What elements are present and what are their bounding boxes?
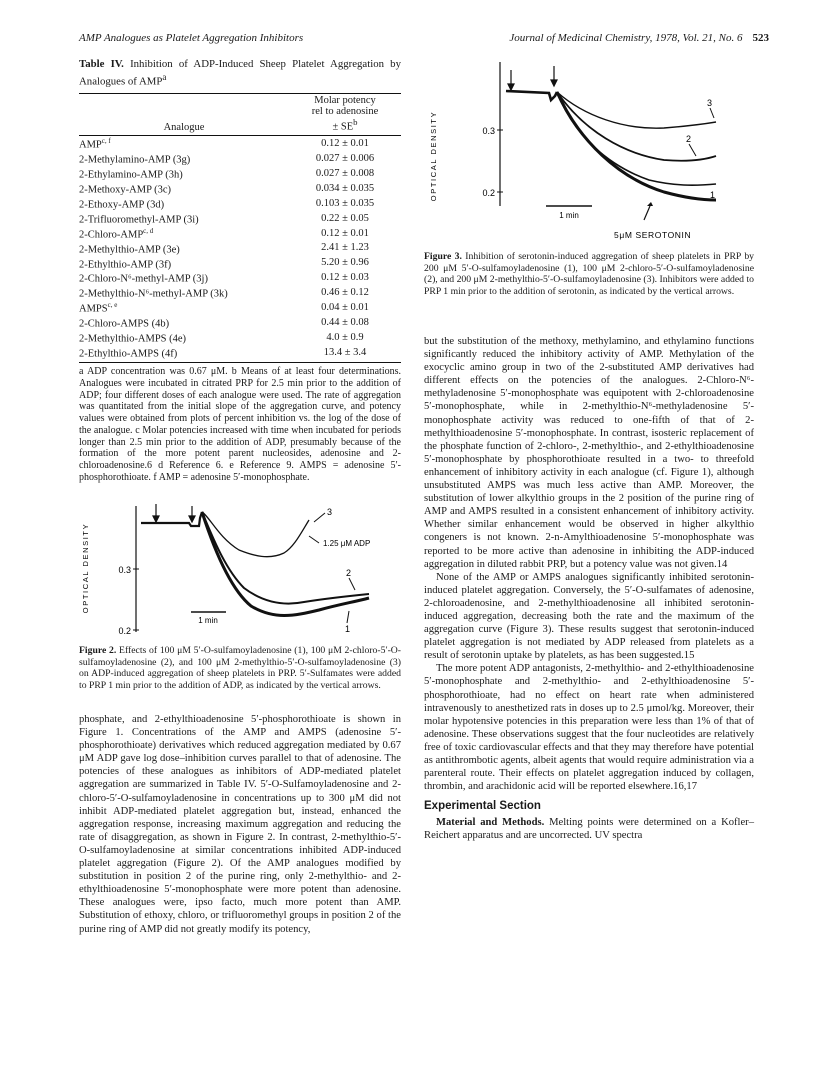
fig2-label-1-leader: [347, 611, 349, 623]
analogue-name: 2-Methylthio-AMP (3e): [79, 244, 180, 256]
fig3-scalebar-label: 1 min: [559, 211, 579, 220]
table-iv-header-potency: [289, 93, 401, 136]
table-iv-footnotes: a ADP concentration was 0.67 μM. b Means of at least four determinations. Analogues were incubated in citrated PRP for 2.5 min prior to the addition of ADP; four different doses of each analogue were used. The rate of aggregation was quantitated from the initial slope of the aggregation curve, and potency values were obtained from plots of percent inhibition vs. the log of the dose of the analogue. c Molar potencies increased with time when incubated for periods longer than 2.5 min prior to the addition of ADP, presumably because of the formation of the more potent parent nucleosides, adenosine and 2-chloroadenosine.6 d Reference 6. e Reference 9. AMPS = adenosine 5′-phosphorothioate. f AMP = adenosine 5′-monophosphate.: [79, 365, 401, 484]
potency-cell: 0.12 ± 0.01: [321, 227, 369, 239]
potency-header-footnote-mark: b: [353, 117, 358, 128]
fig2-annotation-adp: 1.25 μM ADP: [323, 539, 371, 548]
fig2-label-2: 2: [346, 568, 352, 578]
analogue-cell: [79, 151, 289, 166]
potency-cell: 0.12 ± 0.03: [321, 272, 369, 284]
fig3-curve-1-upper-trace: [557, 92, 716, 185]
table-row: [79, 166, 401, 181]
table-row: [79, 300, 401, 315]
table-row: [79, 226, 401, 241]
table-row: [79, 315, 401, 330]
potency-cell: 5.20 ± 0.96: [321, 257, 369, 269]
analogue-name: AMP: [79, 139, 102, 151]
right-paragraph-3: The more potent ADP antagonists, 2-methylthio- and 2-ethylthioadenosine 5′-monophosphate and 2-methylthio- and 2-ethylthioadenosine 5′-phosphorothioate, had no effect on heart rate when administered intravenously to anesthetized rats in doses up to 2.5 μmol/kg. Moreover, their molar hypotensive potencies in this preparation were less than 1% of that of adenosine. These observations suggest that the four nucleotides are relatively free of toxic cardiovascular effects and that they may therefore have potential as antithrombotic agents, albeit agents that would require administration via a parenteral route. Their effects on platelet aggregation induced by collagen, thrombin, and arachidonic acid will be reported elsewhere.16,17: [424, 663, 754, 793]
fig2-down-arrow-1: [153, 504, 159, 522]
table-row: [79, 181, 401, 196]
table-iv: [79, 93, 401, 360]
fig2-annotation-leader: [309, 536, 319, 543]
analogue-cell: [79, 315, 289, 330]
table-row: [79, 211, 401, 226]
fig3-ytick-02: 0.2: [482, 188, 495, 198]
potency-header-se: ± SE: [332, 121, 354, 133]
potency-cell: 0.46 ± 0.12: [321, 287, 369, 299]
fig2-scalebar-label: 1 min: [198, 616, 218, 625]
analogue-cell: [79, 300, 289, 315]
figure-2-caption-label: Figure 2.: [79, 645, 117, 656]
table-row: [79, 136, 401, 151]
table-iv-title-footnote-mark: a: [162, 72, 167, 82]
potency-cell: 0.103 ± 0.035: [315, 197, 375, 209]
fig3-down-arrow-2: [551, 66, 557, 86]
fig2-ytick-03: 0.3: [118, 565, 131, 575]
analogue-name: 2-Ethylthio-AMP (3f): [79, 259, 172, 271]
potency-header-line3: [289, 117, 401, 133]
analogue-cell: [79, 196, 289, 211]
fig2-label-3-leader: [314, 513, 325, 522]
fig3-serotonin-arrowhead: [647, 202, 653, 206]
table-row: [79, 151, 401, 166]
table-row: [79, 345, 401, 360]
analogue-cell: [79, 330, 289, 345]
table-iv-label: Table IV.: [79, 58, 124, 70]
analogue-cell: [79, 270, 289, 285]
fig3-annotation-serotonin: 5μM SEROTONIN: [614, 230, 692, 240]
potency-cell: 0.027 ± 0.006: [315, 152, 375, 164]
potency-header-line2: rel to adenosine: [311, 106, 379, 117]
right-paragraph-1: but the substitution of the methoxy, methylamino, and ethylamino functions significantly reduced the inhibitory activity of AMP. Methylation of the exocyclic amino group in two of the 2-substituted AMP derivatives had different effects on the potencies of the analogues. 2-Chloro-N⁶-methyladenosine 5′-monophosphate was equipotent with 2-chloroadenosine 5′-monophosphate, while in 2-methylthio-N⁶-methyladenosine 5′-monophosphate activity was reduced to one-fifth of that of 2-methylthioadenosine 5′-monophosphate. In contrast, isosteric replacement of the phosphate function of 2-chloro-, 2-methylthio-, and 2-ethylthioadenosine 5′-monophosphate by phosphorothioate resulted in a two- to threefold enhancement of inhibitory activity in each analogue (cf. Figure 1), although unsubstituted AMPS was much less active than AMP. Moreover, the substitution of lower alkylthio groups in the 2 position of the purine ring of AMP and AMPS resulted in a consistent enhancement of inhibitory activity. Whether similar enhancement would be observed in higher alkylthio congeners is not known. 2-n-Amylthioadenosine 5′-monophosphate was reported to be more active than adenosine in inhibiting the ADP-induced aggregation in diluted rabbit PRP, but a potency value was not given.14: [424, 336, 754, 570]
fig3-ylabel: OPTICAL DENSITY: [429, 110, 438, 202]
analogue-cell: [79, 285, 289, 300]
table-row: [79, 270, 401, 285]
analogue-name: AMPS: [79, 303, 108, 315]
table-row: [79, 285, 401, 300]
analogue-name: 2-Ethoxy-AMP (3d): [79, 199, 165, 211]
left-paragraph: phosphate, and 2-ethylthioadenosine 5′-phosphorothioate is shown in Figure 1. Concentrations of the AMP and AMPS (adenosine 5′-phosphorothioate) derivatives which reduced aggregation mediated by 0.67 μM ADP gave log dose–inhibition curves parallel to that of adenosine. The potencies of these analogues as inhibitors of ADP-mediated platelet aggregation are summarized in Table IV. 5′-O-Sulfamoyladenosine and 2-chloro-5′-O-sulfamoyladenosine in concentrations up to 300 μM did not inhibit ADP-mediated platelet aggregation but, instead, enhanced the aggregation response, increasing maximum aggregation and reducing the rate of disaggregation, as shown in Figure 2. In contrast, 2-methylthio-5′-O-sulfamoyladenosine at similar concentrations inhibited ADP-induced platelet aggregation (Figure 2). Of the AMP analogues modified by substitution in position 2 of the purine ring, only 2-methylthio- and 2-ethylthioadenosine 5′-monophosphate were more potent than adenosine. These analogues were, ipso facto, much more potent than AMP. Substitution of ethoxy, chloro, or trifluoromethyl groups in position 2 of the purine ring of AMP did not greatly modify its potency,: [79, 714, 401, 935]
fig2-ytick-02: 0.2: [118, 626, 131, 636]
potency-cell: 0.44 ± 0.08: [321, 316, 369, 328]
table-row: [79, 256, 401, 271]
running-head-journal: [509, 32, 769, 44]
analogue-name: 2-Chloro-AMPS (4b): [79, 318, 170, 330]
analogue-footnote-mark: c, d: [143, 226, 154, 235]
analogue-name: 2-Chloro-N⁶-methyl-AMP (3j): [79, 273, 208, 285]
fig3-ytick-03: 0.3: [482, 126, 495, 136]
potency-cell: 0.034 ± 0.035: [315, 182, 375, 194]
page-number: 523: [752, 32, 769, 44]
potency-cell: 0.04 ± 0.01: [321, 302, 369, 314]
fig3-baseline-trace: [506, 91, 557, 100]
analogue-cell: [79, 226, 289, 241]
table-row: [79, 196, 401, 211]
analogue-cell: [79, 166, 289, 181]
fig2-ylabel: OPTICAL DENSITY: [81, 522, 90, 614]
figure-3-caption: [424, 251, 754, 297]
fig2-label-2-leader: [349, 578, 355, 590]
table-iv-block: [79, 58, 401, 484]
analogue-name: 2-Trifluoromethyl-AMP (3i): [79, 214, 199, 226]
fig2-label-1: 1: [345, 624, 351, 634]
analogue-footnote-mark: c, e: [107, 301, 118, 310]
fig2-down-arrow-2: [189, 506, 195, 522]
potency-cell: 13.4 ± 3.4: [323, 346, 367, 358]
analogue-cell: [79, 211, 289, 226]
figure-2-caption-text: Effects of 100 μM 5′-O-sulfamoyladenosine (1), 100 μM 2-chloro-5′-O-sulfamoyladenosine (2), and 100 μM 2-methylthio-5′-O-sulfamoyladenosine (3) on ADP-induced aggregation of sheep platelets in PRP. 5′-Sulfamates were added to PRP 1 min prior to the addition of ADP, as indicated by the vertical arrows.: [79, 645, 402, 691]
analogue-name: 2-Methylthio-N⁶-methyl-AMP (3k): [79, 288, 228, 300]
analogue-name: 2-Ethylthio-AMPS (4f): [79, 348, 178, 360]
figure-2-caption: [79, 645, 401, 691]
table-iv-bottom-rule: [79, 362, 401, 363]
fig3-serotonin-arrow: [644, 206, 650, 220]
left-body-text: [79, 713, 401, 936]
fig3-down-arrow-1: [508, 70, 514, 90]
figure-2-plot: [79, 498, 401, 640]
table-row: [79, 241, 401, 256]
right-paragraph-2: None of the AMP or AMPS analogues significantly inhibited serotonin-induced platelet aggregation. Conversely, the 5′-O-sulfamates of adenosine, 2-chloroadenosine, and 2-methylthioadenosine all inhibited serotonin-induced aggregation, decreasing both the rate and the maximum of the aggregation curve (Figure 3). These results suggest that serotonin-induced platelet aggregation is not mediated by ADP released from platelets as a result of serotonin uptake by platelets, as has been suggested.15: [424, 571, 754, 662]
fig2-curve-2: [202, 512, 369, 604]
analogue-cell: [79, 256, 289, 271]
journal-citation: Journal of Medicinal Chemistry, 1978, Vol. 21, No. 6: [509, 32, 743, 44]
potency-cell: 0.027 ± 0.008: [315, 167, 375, 179]
methods-paragraph: [424, 816, 754, 842]
fig3-label-2: 2: [686, 134, 692, 144]
right-body-text: [424, 335, 754, 843]
analogue-cell: [79, 345, 289, 360]
methods-heading: Material and Methods.: [436, 817, 545, 829]
potency-cell: 2.41 ± 1.23: [321, 242, 369, 254]
analogue-cell: [79, 241, 289, 256]
table-iv-header-analogue: Analogue: [163, 121, 205, 133]
figure-3-plot: [424, 56, 754, 244]
running-head-title: AMP Analogues as Platelet Aggregation Inhibitors: [79, 32, 304, 44]
fig3-label-3: 3: [707, 98, 713, 108]
fig3-label-1: 1: [710, 190, 716, 200]
fig2-label-3: 3: [327, 507, 333, 517]
figure-3-caption-text: Inhibition of serotonin-induced aggregation of sheep platelets in PRP by 200 μM 5′-O-sulfamoyladenosine (1), 100 μM 2-chloro-5′-O-sulfamoyladenosine (2), and 200 μM 2-methylthio-5′-O-sulfamoyladenosine (3). Inhibitors were added to PRP 1 min prior to the addition of serotonin, as indicated by the vertical arrows.: [424, 251, 755, 297]
analogue-cell: [79, 136, 289, 151]
fig3-label-3-leader: [710, 108, 714, 118]
potency-cell: 0.22 ± 0.05: [321, 212, 369, 224]
analogue-name: 2-Methylamino-AMP (3g): [79, 154, 191, 166]
methods-text: Melting points were determined on a Kofler–Reichert apparatus and are uncorrected. UV spectra: [424, 817, 755, 842]
analogue-footnote-mark: c, f: [101, 137, 111, 146]
table-iv-title-text: Inhibition of ADP-Induced Sheep Platelet Aggregation by Analogues of AMP: [79, 58, 401, 88]
fig3-label-2-leader: [689, 144, 696, 156]
table-iv-title: [79, 58, 401, 89]
potency-cell: 0.12 ± 0.01: [321, 138, 369, 150]
potency-cell: 4.0 ± 0.9: [326, 331, 364, 343]
section-heading-experimental: Experimental Section: [424, 800, 541, 813]
analogue-name: 2-Methylthio-AMPS (4e): [79, 333, 187, 345]
analogue-name: 2-Methoxy-AMP (3c): [79, 184, 172, 196]
analogue-name: 2-Chloro-AMP: [79, 229, 144, 241]
potency-header-line1: Molar potency: [314, 94, 376, 106]
analogue-cell: [79, 181, 289, 196]
table-iv-body: [79, 136, 401, 360]
analogue-name: 2-Ethylamino-AMP (3h): [79, 169, 183, 181]
fig3-curve-3: [557, 92, 716, 128]
table-row: [79, 330, 401, 345]
figure-3-caption-label: Figure 3.: [424, 251, 462, 262]
